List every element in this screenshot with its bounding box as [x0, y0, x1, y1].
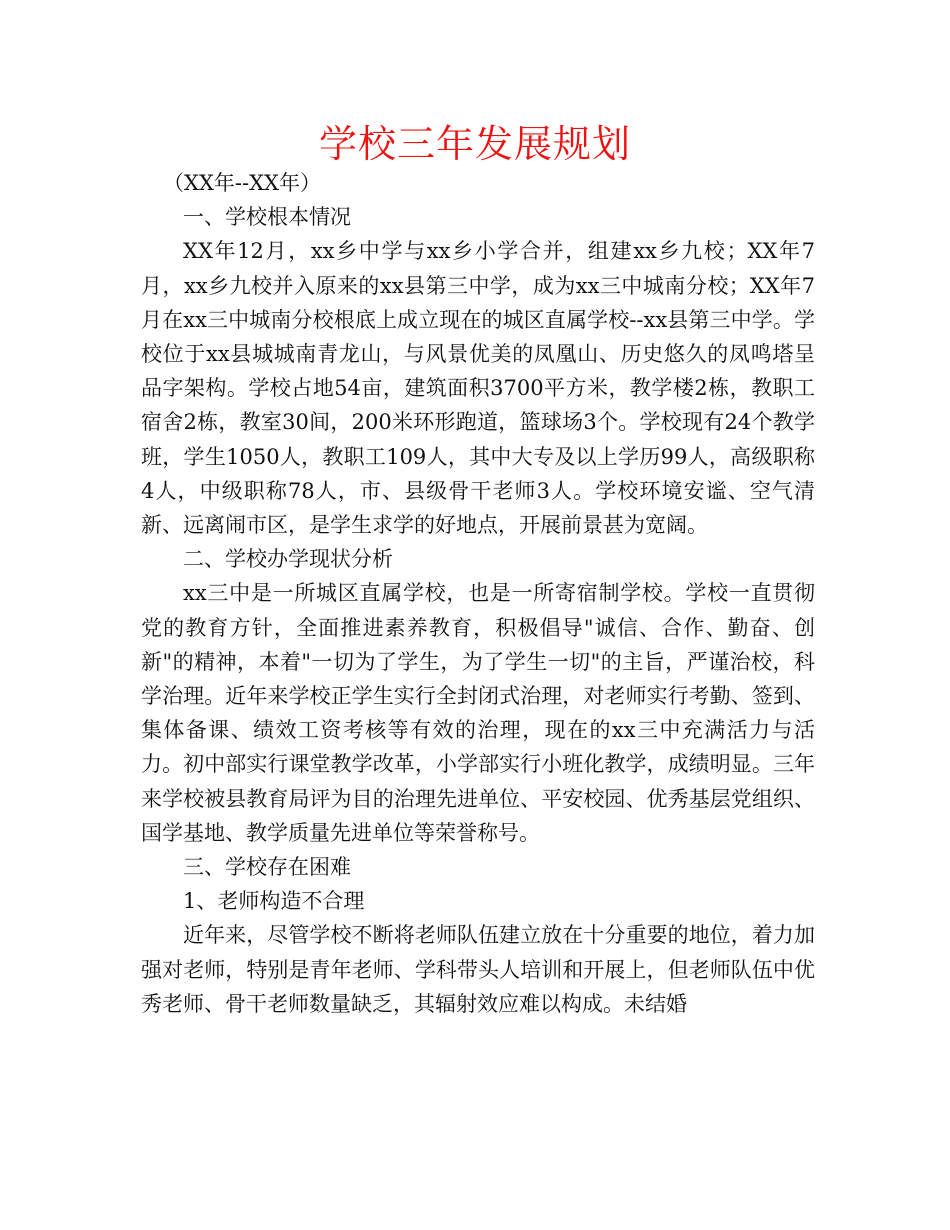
document-body: [141, 166, 815, 1021]
subheading-teacher-structure: 1、老师构造不合理: [183, 889, 365, 914]
document-subtitle: （XX年--XX年）: [163, 171, 321, 195]
paragraph-basic-info: XX年12月，xx乡中学与xx乡小学合并，组建xx乡九校；XX年7月，xx乡九校并入原来的xx县第三中学，成为xx三中城南分校；XX年7月在xx三中城南分校根底上成立现在的城区直属学校--xx县第三中学。学校位于xx县城城南青龙山，与风景优美的凤凰山、历史悠久的凤鸣塔呈品字架构。学校占地54亩，建筑面积3700平方米，教学楼2栋，教职工宿舍2栋，教室30间，200米环形跑道，篮球场3个。学校现有24个教学班，学生1050人，教职工109人，其中大专及以上学历99人，高级职称4人，中级职称78人，市、县级骨干老师3人。学校环境安谧、空气清新、远离闹市区，是学生求学的好地点，开展前景甚为宽阔。: [141, 239, 815, 538]
section-heading-difficulties: 三、学校存在困难: [183, 855, 351, 880]
section-heading-basic-info: 一、学校根本情况: [183, 205, 351, 230]
document-title: 学校三年发展规划: [318, 122, 631, 166]
paragraph-status-analysis: xx三中是一所城区直属学校，也是一所寄宿制学校。学校一直贯彻党的教育方针，全面推进素养教育，积极倡导"诚信、合作、勤奋、创新"的精神，本着"一切为了学生，为了学生一切"的主旨，严谨治校，科学治理。近年来学校正学生实行全封闭式治理，对老师实行考勤、签到、集体备课、绩效工资考核等有效的治理，现在的xx三中充满活力与活力。初中部实行课堂教学改革，小学部实行小班化教学，成绩明显。三年来学校被县教育局评为目的治理先进单位、平安校园、优秀基层党组织、国学基地、教学质量先进单位等荣誉称号。: [141, 581, 815, 845]
section-heading-status-analysis: 二、学校办学现状分析: [183, 547, 393, 572]
paragraph-teacher-structure: 近年来，尽管学校不断将老师队伍建立放在十分重要的地位，着力加强对老师，特别是青年老师、学科带头人培训和开展上，但老师队伍中优秀老师、骨干老师数量缺乏，其辐射效应难以构成。未结婚: [141, 923, 815, 1016]
